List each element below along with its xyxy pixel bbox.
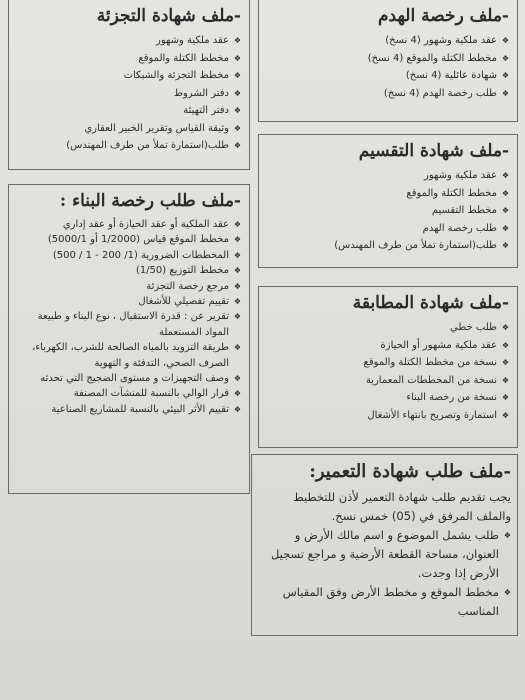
requirements-list: [15, 217, 241, 417]
list-item: ❖ نسخة من المخططات المعمارية: [265, 372, 509, 390]
list-item: ❖ مخطط الكتلة والموقع: [15, 50, 241, 68]
list-item: ❖ مخطط التوزيع (1/50): [15, 263, 241, 278]
intro-paragraph: يجب تقديم طلب شهادة التعمير لأذن للتخطيط والملف المرفق في (05) خمس نسخ.: [293, 490, 511, 523]
requirements-list: [258, 526, 511, 621]
list-item: ❖ نسخة من رخصة البناء: [265, 389, 509, 407]
section-building-permit: [8, 184, 250, 494]
list-item: ❖ طلب رخصة الهدم: [265, 220, 509, 238]
list-item: ❖ استمارة وتصريح بانتهاء الأشغال: [265, 407, 509, 425]
list-item: ❖ عقد ملكية وشهور: [15, 32, 241, 50]
list-item: ❖ وصف التجهيزات و مستوى الضجيج التي تحدثه: [15, 371, 241, 386]
section-title: -ملف شهادة المطابقة: [352, 293, 509, 313]
section-title: -ملف طلب شهادة التعمير:: [309, 461, 511, 482]
list-item: ❖ مخطط التجزئة والشبكات: [15, 67, 241, 85]
list-item: ❖ مخطط الموقع قياس (1/2000 أو 5000/1): [15, 232, 241, 247]
list-item: ❖ مخطط التقسيم: [265, 202, 509, 220]
requirements-list: [265, 319, 509, 424]
list-item: ❖ طلب رخصة الهدم (4 نسخ): [265, 85, 509, 103]
list-item: ❖ دفتر الشروط: [15, 85, 241, 103]
list-item: ❖ طريقة التزويد بالمياه الصالحة للشرب، الكهرباء، الصرف الصحي، التدفئة و التهوية: [15, 340, 241, 371]
requirements-list: [265, 32, 509, 102]
list-item: ❖ المخططات الضرورية (1/ 200 - 1 / 500): [15, 248, 241, 263]
list-item: ❖ مخطط الموقع و مخطط الأرض وفق المقياس المناسب: [258, 583, 511, 621]
list-item: ❖ نسخة من مخطط الكتلة والموقع: [265, 354, 509, 372]
section-title: -ملف طلب رخصة البناء :: [59, 191, 241, 211]
list-item: ❖ تقرير عن : قدرة الاستقبال ، نوع البناء و طبيعة المواد المستعملة: [15, 309, 241, 340]
list-item: ❖ طلب يشمل الموضوع و اسم مالك الأرض و العنوان، مساحة القطعة الأرضية و مراجع تسجيل الأرض إذا وجدت.: [258, 526, 511, 583]
section-demolition-permit: [258, 0, 518, 122]
list-item: ❖ عقد ملكية مشهور أو الحيازة: [265, 337, 509, 355]
list-item: ❖ شهادة عائلية (4 نسخ): [265, 67, 509, 85]
section-subdivision-certificate: [8, 0, 250, 170]
section-conformity-certificate: [258, 286, 518, 448]
list-item: ❖ طلب خطي: [265, 319, 509, 337]
section-title: -ملف شهادة التقسيم: [358, 141, 509, 161]
list-item: ❖ مرجع رخصة التجزئة: [15, 279, 241, 294]
section-title: -ملف رخصة الهدم: [378, 6, 509, 26]
list-item: ❖ قرار الوالي بالنسبة للمنشآت المصنفة: [15, 386, 241, 401]
list-item: ❖ مخطط الكتلة والموقع (4 نسخ): [265, 50, 509, 68]
list-item: ❖ دفتر التهيئة: [15, 102, 241, 120]
section-urbanism-certificate: [251, 454, 518, 636]
requirements-list: [15, 32, 241, 155]
list-item: ❖ تقييم الأثر البيئي بالنسبة للمشاريع الصناعية: [15, 402, 241, 417]
requirements-list: [265, 167, 509, 255]
list-item: ❖ عقد ملكية وشهور: [265, 167, 509, 185]
list-item: ❖ عقد ملكية وشهور (4 نسخ): [265, 32, 509, 50]
list-item: ❖ عقد الملكية أو عقد الحيازة أو عقد إداري: [15, 217, 241, 232]
list-item: ❖ وثيقة القياس وتقرير الخبير العقاري: [15, 120, 241, 138]
list-item: ❖ طلب(استمارة تملأ من طرف المهندس): [15, 137, 241, 155]
section-title: -ملف شهادة التجزئة: [96, 6, 241, 26]
list-item: ❖ تقييم تفصيلي للأشغال: [15, 294, 241, 309]
section-division-certificate: [258, 134, 518, 268]
list-item: ❖ طلب(استمارة تملأ من طرف المهندس): [265, 237, 509, 255]
list-item: ❖ مخطط الكتلة والموقع: [265, 185, 509, 203]
